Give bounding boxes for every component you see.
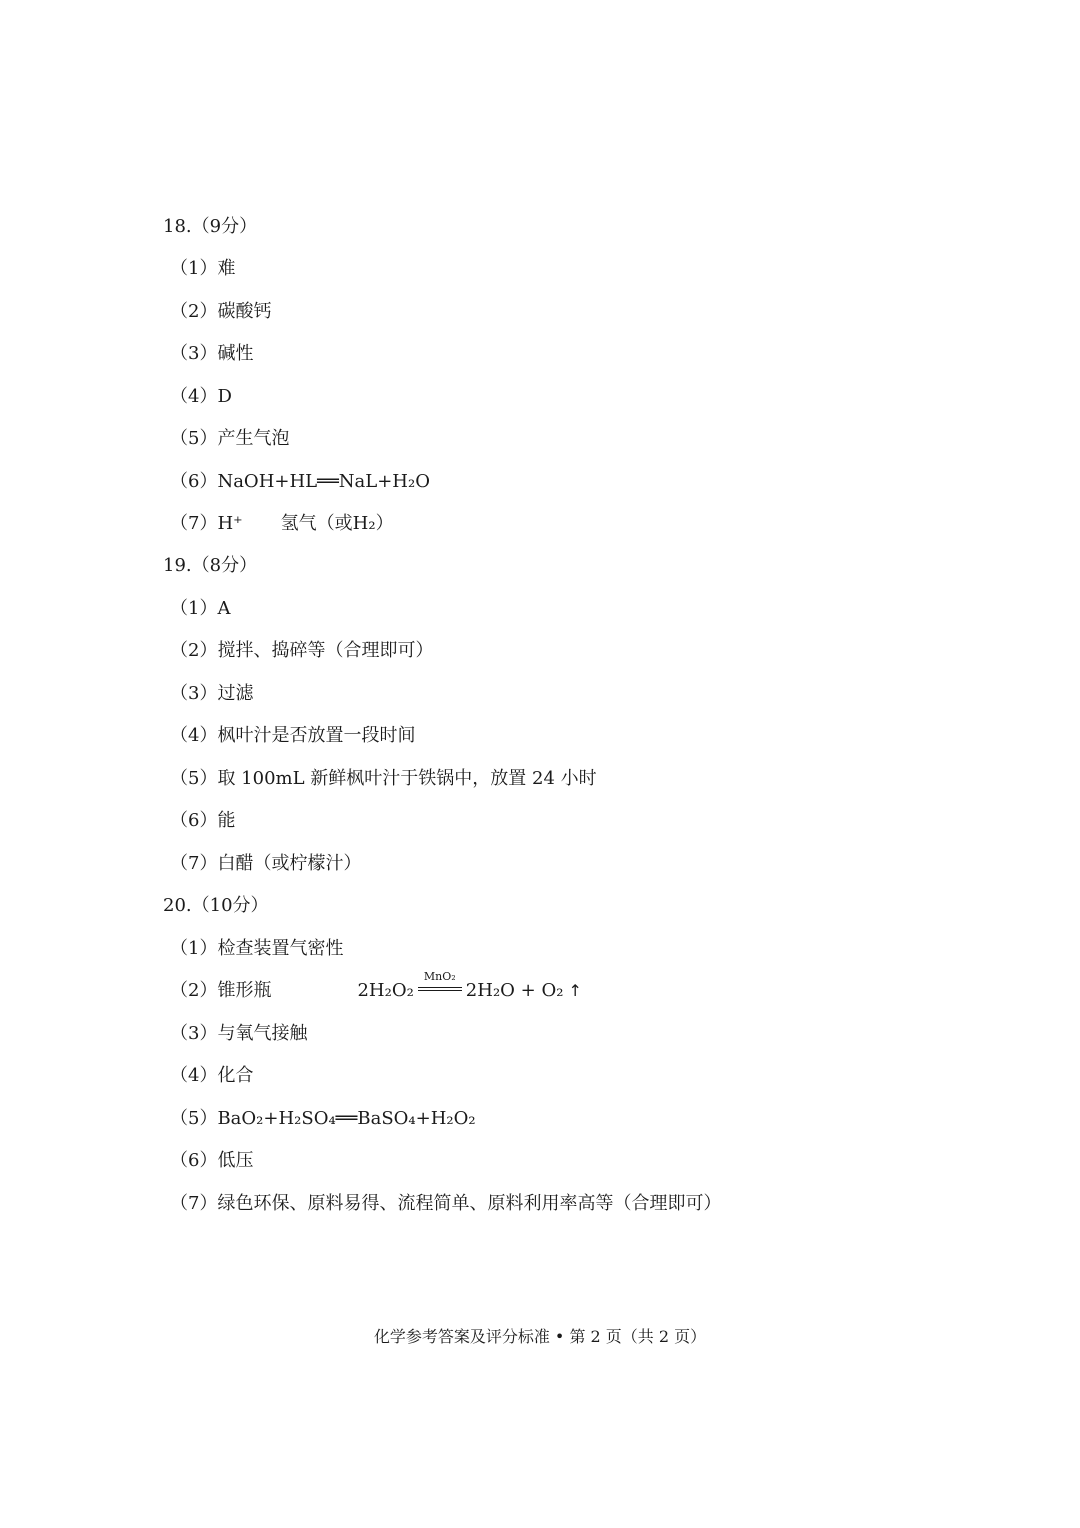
q18-answer-7-label: （7） bbox=[170, 513, 218, 534]
q18-answer-1: （1）难 bbox=[170, 258, 236, 279]
q20-answer-2-label: （2）锥形瓶 bbox=[170, 980, 272, 1001]
q20-answer-1: （1）检查装置气密性 bbox=[170, 938, 344, 959]
q19-answer-4: （4）枫叶汁是否放置一段时间 bbox=[170, 725, 416, 746]
q19-answer-2: （2）搅拌、捣碎等（合理即可） bbox=[170, 640, 434, 661]
q20-answer-2 bbox=[170, 970, 582, 1003]
q18-answer-3: （3）碱性 bbox=[170, 343, 254, 364]
q20-header: 20.（10分） bbox=[163, 895, 269, 916]
q18-answer-7-ion: H⁺ bbox=[217, 513, 243, 534]
q18-answer-7 bbox=[170, 512, 394, 536]
q18-answer-4: （4）D bbox=[170, 386, 232, 407]
q18-answer-6-equation: NaOH+HL══NaL+H₂O bbox=[217, 471, 430, 492]
q20-answer-4: （4）化合 bbox=[170, 1065, 254, 1086]
q19-header: 19.（8分） bbox=[163, 555, 258, 576]
q20-answer-3: （3）与氧气接触 bbox=[170, 1023, 308, 1044]
q20-equation-reactant: 2H₂O₂ bbox=[357, 980, 414, 1001]
q19-answer-1: （1）A bbox=[170, 598, 231, 619]
q18-answer-5: （5）产生气泡 bbox=[170, 428, 290, 449]
q20-answer-5-label: （5） bbox=[170, 1108, 218, 1129]
q18-answer-2: （2）碳酸钙 bbox=[170, 301, 272, 322]
q19-answer-5: （5）取 100mL 新鲜枫叶汁于铁锅中，放置 24 小时 bbox=[170, 768, 597, 789]
q19-answer-6: （6）能 bbox=[170, 810, 236, 831]
q20-answer-5 bbox=[170, 1107, 476, 1131]
q19-answer-7: （7）白醋（或柠檬汁） bbox=[170, 853, 362, 874]
reaction-condition-equals-sign bbox=[418, 970, 462, 1003]
page-footer: 化学参考答案及评分标准 • 第 2 页（共 2 页） bbox=[373, 1327, 707, 1346]
gas-up-arrow-icon: ↑ bbox=[563, 981, 582, 1000]
q18-answer-6-label: （6） bbox=[170, 471, 218, 492]
q18-answer-6 bbox=[170, 470, 430, 494]
q19-answer-3: （3）过滤 bbox=[170, 683, 254, 704]
q20-answer-6: （6）低压 bbox=[170, 1150, 254, 1171]
q18-answer-7-gas: 氢气（或H₂） bbox=[280, 513, 394, 534]
q20-answer-7: （7）绿色环保、原料易得、流程简单、原料利用率高等（合理即可） bbox=[170, 1193, 722, 1214]
q20-answer-5-equation: BaO₂+H₂SO₄══BaSO₄+H₂O₂ bbox=[217, 1108, 476, 1129]
q18-header: 18.（9分） bbox=[163, 216, 258, 237]
q20-equation-products: 2H₂O + O₂ bbox=[465, 980, 564, 1001]
catalyst-label: MnO₂ bbox=[423, 970, 456, 983]
